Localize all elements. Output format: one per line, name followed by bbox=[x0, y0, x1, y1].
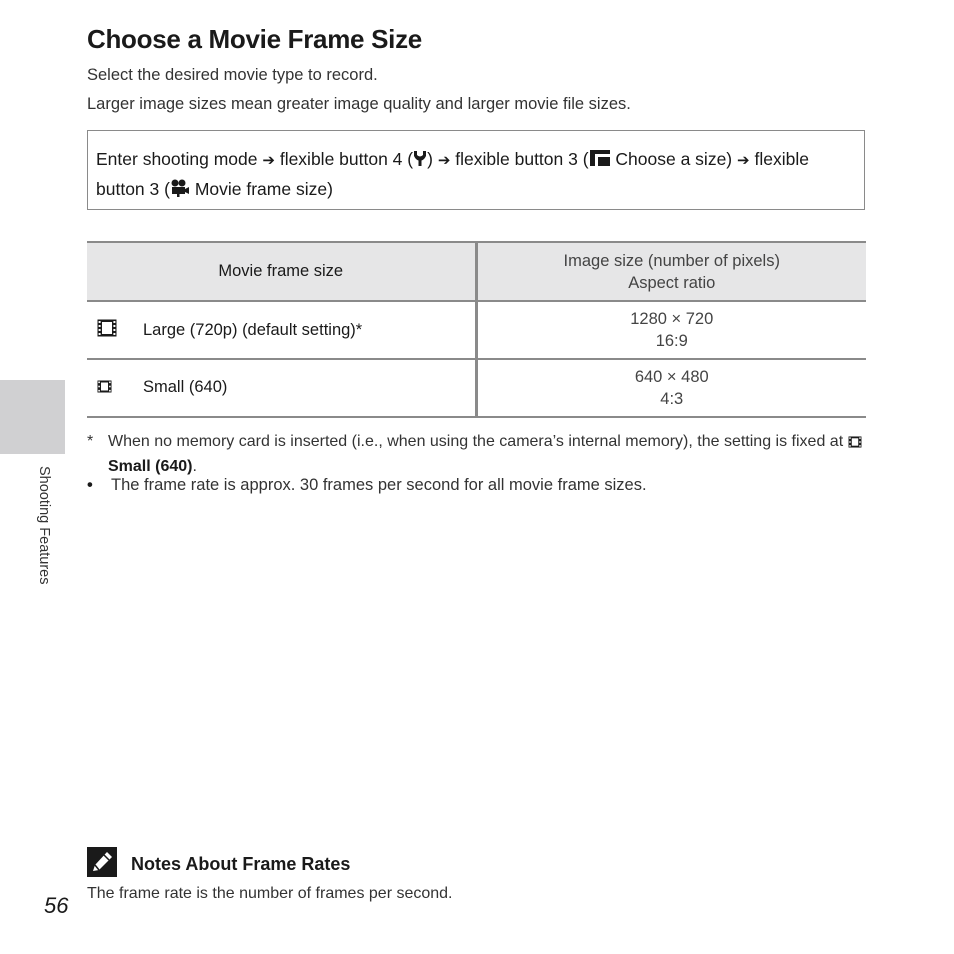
footnote bbox=[87, 430, 867, 478]
intro-line-2: Larger image sizes mean greater image quality and larger movie file sizes. bbox=[87, 95, 631, 113]
page-title: Choose a Movie Frame Size bbox=[87, 24, 422, 54]
side-tab bbox=[0, 380, 65, 454]
navigation-path-box bbox=[87, 130, 865, 210]
footnote-period: . bbox=[192, 458, 197, 475]
side-tab-label: Shooting Features bbox=[36, 466, 52, 585]
frame-size-cell bbox=[87, 359, 476, 417]
movie-camera-icon bbox=[170, 177, 190, 205]
aspect-ratio: 16:9 bbox=[655, 332, 688, 350]
frame-size-cell bbox=[87, 301, 476, 359]
frame-size-label: Large (720p) (default setting)* bbox=[143, 320, 363, 339]
nav-step-shooting-mode: Enter shooting mode bbox=[96, 149, 258, 169]
footnote-mark: * bbox=[87, 433, 94, 450]
nav-step-flexible-button-4: flexible button 4 ( bbox=[279, 149, 414, 169]
table-row bbox=[87, 359, 866, 417]
header-image-size bbox=[476, 242, 866, 301]
bullet-item bbox=[87, 476, 647, 495]
nav-step-flexible-button-3-again: flexible button 3 ( bbox=[96, 149, 809, 199]
aspect-ratio: 4:3 bbox=[660, 390, 684, 408]
table-row bbox=[87, 301, 866, 359]
header-image-size-label: Image size (number of pixels) bbox=[563, 251, 780, 270]
nav-step-movie-frame-size: Movie frame size) bbox=[189, 179, 333, 199]
film-small-icon bbox=[848, 432, 862, 455]
table-header-row bbox=[87, 242, 866, 301]
intro-line-1: Select the desired movie type to record. bbox=[87, 66, 378, 84]
page-number: 56 bbox=[44, 893, 69, 918]
choose-size-icon bbox=[589, 147, 611, 175]
nav-step-choose-size: Choose a size) bbox=[610, 149, 733, 169]
film-small-icon bbox=[87, 379, 143, 398]
header-movie-frame-size: Movie frame size bbox=[87, 242, 476, 301]
bullet-text: The frame rate is approx. 30 frames per second for all movie frame sizes. bbox=[111, 476, 647, 494]
footnote-text: When no memory card is inserted (i.e., when using the camera’s internal memory), the setting is fixed at bbox=[108, 433, 844, 450]
frame-size-table bbox=[87, 241, 866, 418]
bullet-symbol: • bbox=[87, 476, 93, 494]
pixel-size: 640 × 480 bbox=[634, 368, 709, 386]
image-size-cell bbox=[476, 301, 866, 359]
arrow-right-icon: ➔ bbox=[262, 152, 275, 169]
arrow-right-icon: ➔ bbox=[437, 152, 451, 169]
pixel-size: 1280 × 720 bbox=[630, 310, 714, 328]
nav-step-flexible-button-3: flexible button 3 ( bbox=[455, 149, 589, 169]
film-large-icon bbox=[87, 319, 143, 342]
wrench-icon bbox=[413, 147, 427, 175]
pencil-note-icon bbox=[87, 847, 117, 877]
frame-size-label: Small (640) bbox=[143, 378, 228, 397]
footnote-setting: Small (640) bbox=[108, 458, 193, 475]
nav-step-close: ) bbox=[427, 149, 433, 169]
header-aspect-ratio-label: Aspect ratio bbox=[628, 273, 716, 292]
image-size-cell bbox=[476, 359, 866, 417]
notes-title: Notes About Frame Rates bbox=[131, 854, 351, 874]
arrow-right-icon: ➔ bbox=[737, 152, 750, 169]
notes-body: The frame rate is the number of frames per second. bbox=[87, 885, 453, 902]
footnote-body bbox=[87, 430, 867, 478]
